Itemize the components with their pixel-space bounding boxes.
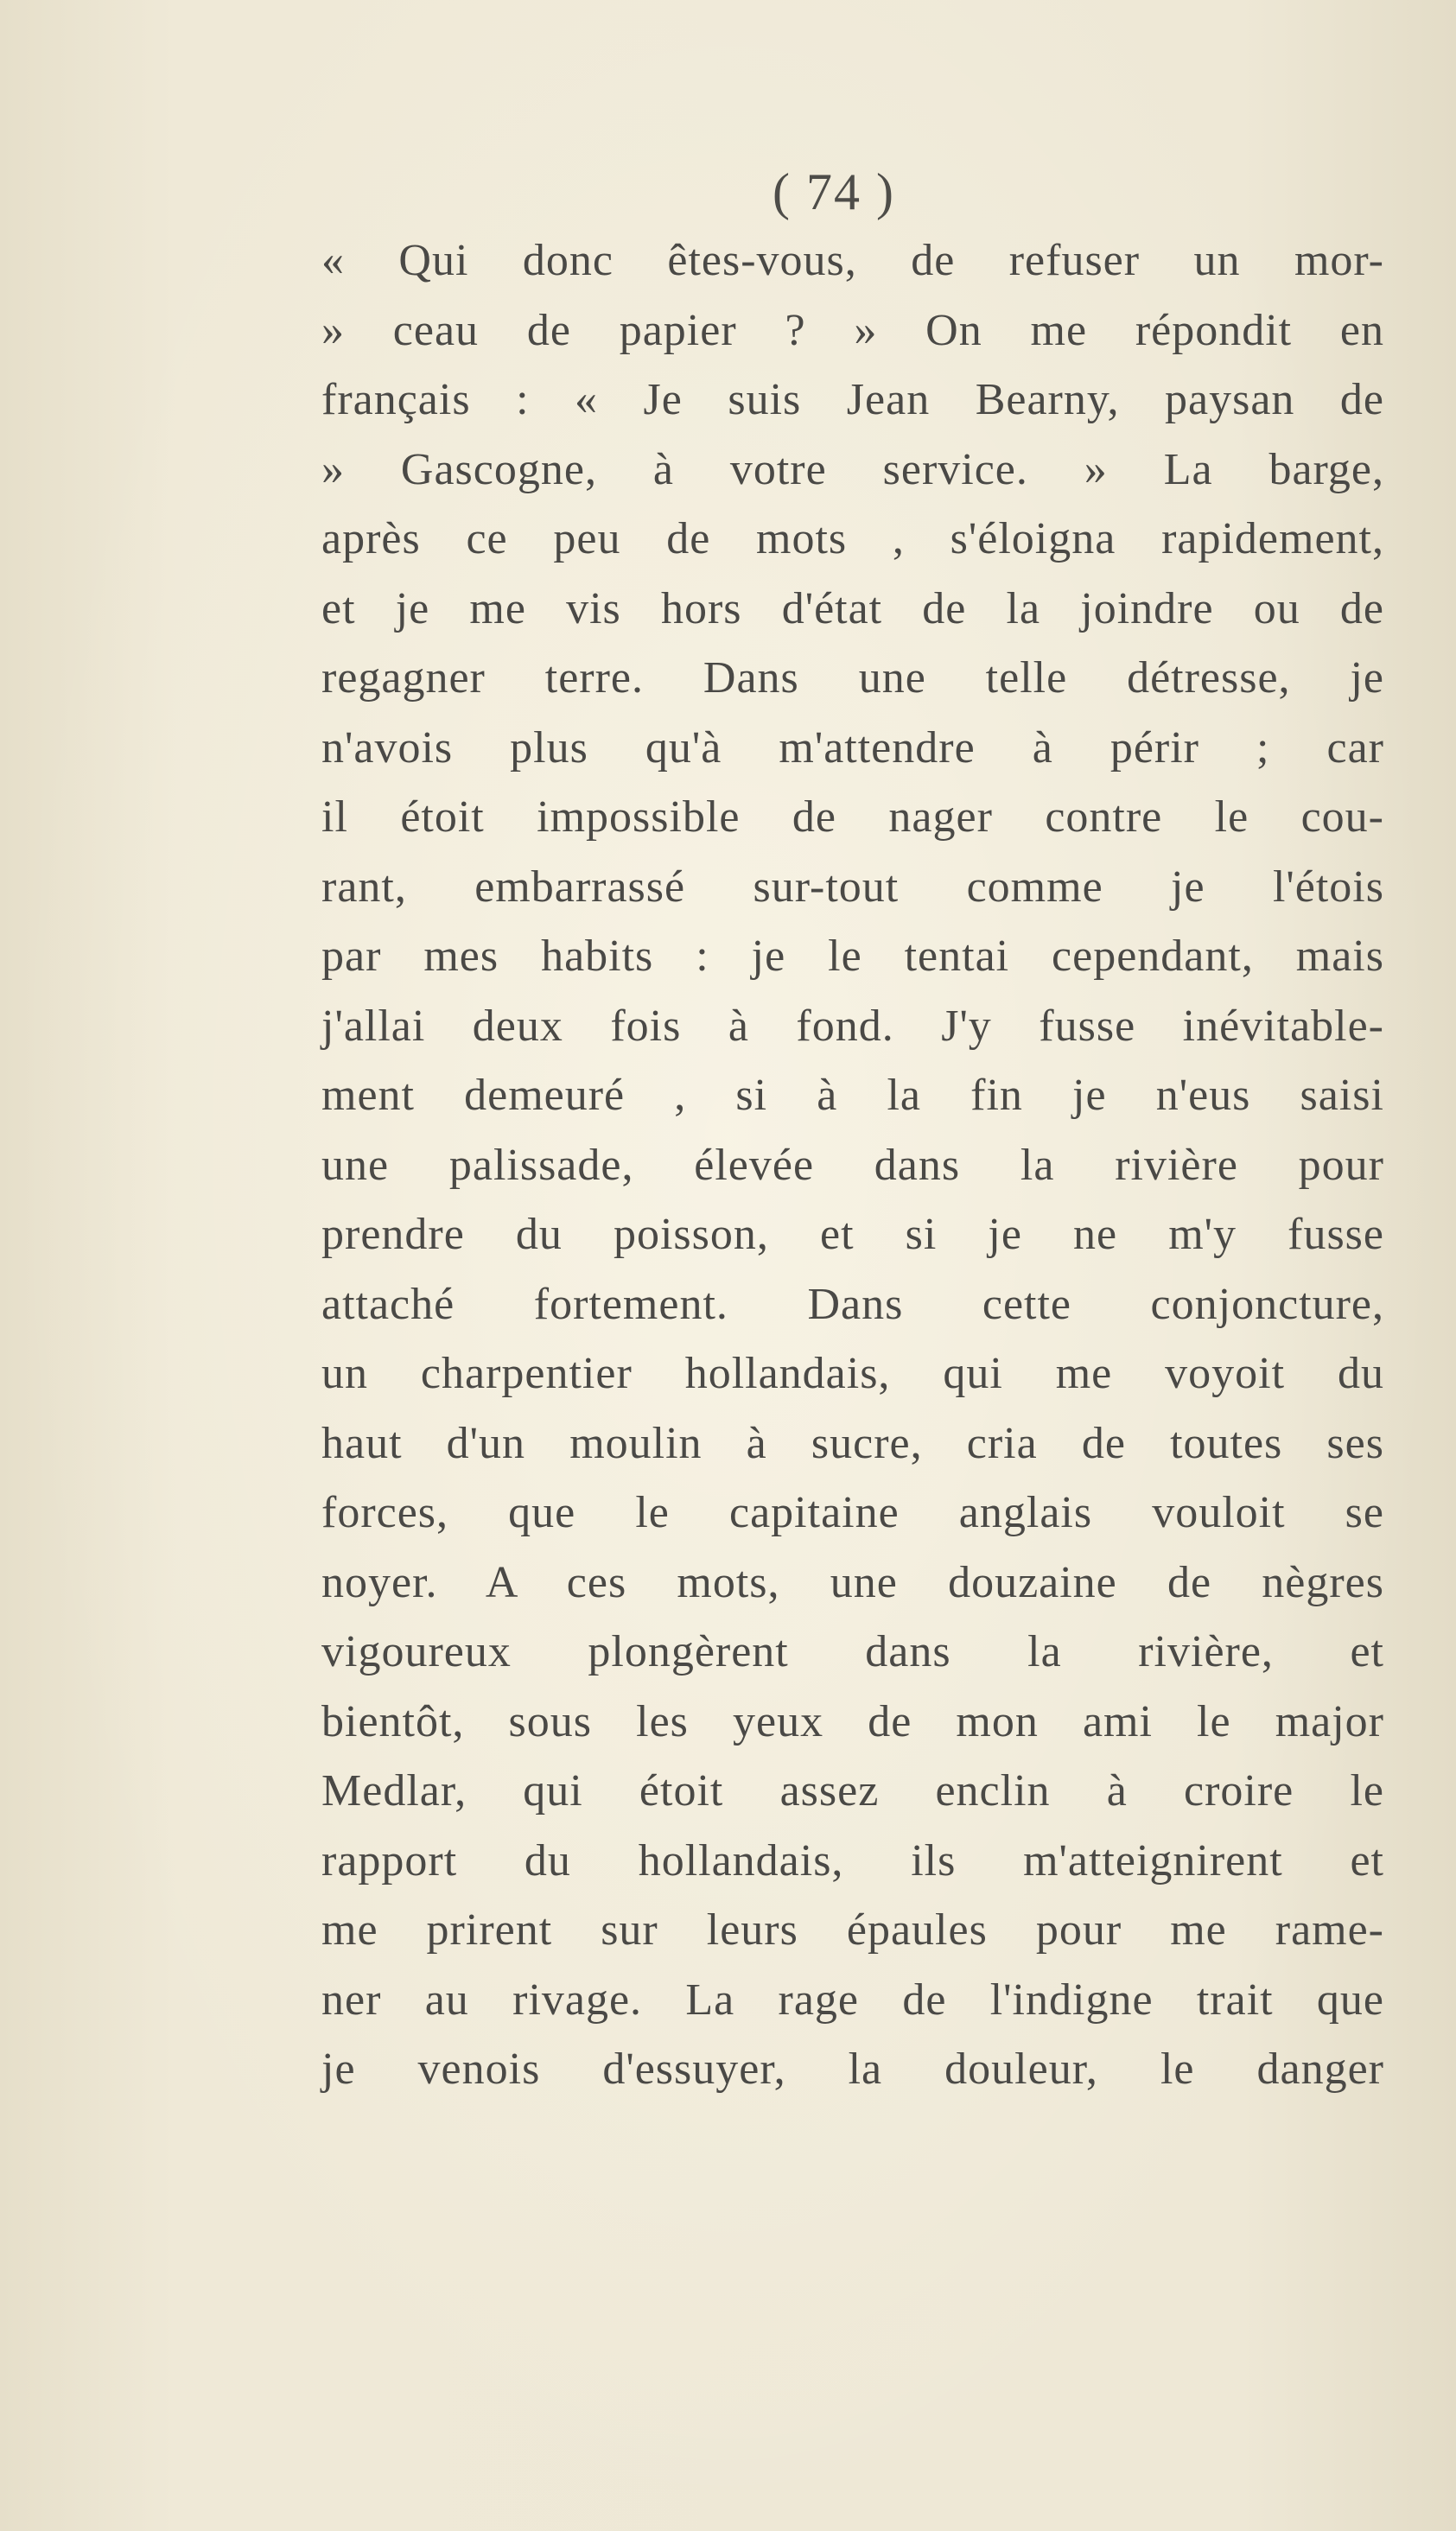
text-line: » Gascogne, à votre service. » La barge, xyxy=(321,444,1384,494)
text-line: prendre du poisson, et si je ne m'y fusse xyxy=(321,1210,1384,1259)
text-line: il étoit impossible de nager contre le cou- xyxy=(321,792,1384,842)
text-line: n'avois plus qu'à m'attendre à périr ; car xyxy=(321,722,1384,773)
body-text xyxy=(321,226,1384,2105)
text-line: français : « Je suis Jean Bearny, paysan de xyxy=(321,375,1384,424)
text-line: attaché fortement. Dans cette conjoncture, xyxy=(321,1279,1384,1329)
text-line: me prirent sur leurs épaules pour me rame- xyxy=(321,1905,1384,1955)
page-number: ( 74 ) xyxy=(773,163,895,220)
text-line: par mes habits : je le tentai cependant, mais xyxy=(321,932,1384,981)
text-line: ner au rivage. La rage de l'indigne trait que xyxy=(321,1975,1384,2025)
text-line: un charpentier hollandais, qui me voyoit du xyxy=(321,1349,1384,1398)
text-line: haut d'un moulin à sucre, cria de toutes ses xyxy=(321,1418,1384,1468)
text-line: forces, que le capitaine anglais vouloit se xyxy=(321,1488,1384,1537)
text-line: une palissade, élevée dans la rivière pour xyxy=(321,1140,1384,1190)
text-line: rant, embarrassé sur-tout comme je l'étois xyxy=(321,862,1384,912)
text-line: après ce peu de mots , s'éloigna rapidement, xyxy=(321,514,1384,563)
text-line: rapport du hollandais, ils m'atteignirent et xyxy=(321,1835,1384,1886)
text-line: « Qui donc êtes-vous, de refuser un mor- xyxy=(321,236,1384,285)
text-line: j'allai deux fois à fond. J'y fusse inévitable- xyxy=(321,1001,1384,1051)
text-line: regagner terre. Dans une telle détresse, je xyxy=(321,653,1384,703)
text-line: Medlar, qui étoit assez enclin à croire le xyxy=(321,1766,1384,1816)
text-line: bientôt, sous les yeux de mon ami le major xyxy=(321,1696,1384,1746)
text-line: ment demeuré , si à la fin je n'eus saisi xyxy=(321,1071,1384,1120)
text-line: je venois d'essuyer, la douleur, le danger xyxy=(321,2045,1384,2094)
text-line: noyer. A ces mots, une douzaine de nègres xyxy=(321,1557,1384,1607)
text-line: vigoureux plongèrent dans la rivière, et xyxy=(321,1627,1384,1676)
text-line: » ceau de papier ? » On me répondit en xyxy=(321,305,1384,355)
text-line: et je me vis hors d'état de la joindre ou de xyxy=(321,583,1384,633)
